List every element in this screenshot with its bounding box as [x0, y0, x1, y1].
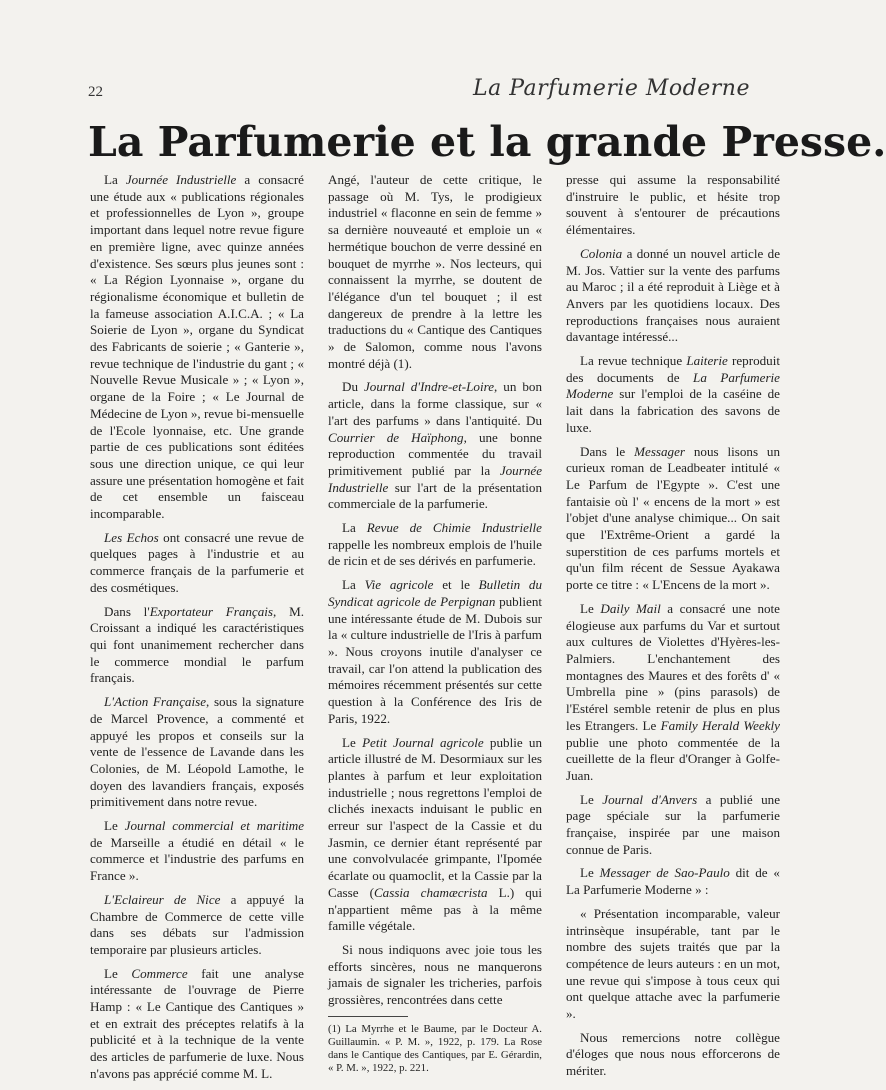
- article-paragraph: Nous remercions notre collègue d'éloges que nous nous efforcerons de mériter.: [566, 1029, 780, 1079]
- article-paragraph: Le Journal d'Anvers a publié une page spéciale sur la parfumerie française, inspirée par une maison connue de Paris.: [566, 791, 781, 857]
- article-paragraph: La revue technique Laiterie reproduit des documents de La Parfumerie Moderne sur l'emploi de la caséine de lait dans la fabrication des savons de luxe.: [566, 353, 780, 435]
- article-paragraph: Le Commerce fait une analyse intéressante de l'ouvrage de Pierre Hamp : « Le Cantique des Cantiques » et en extrait des préceptes relatifs à la publicité et à la technique de la vente des articles de parfumerie de luxe. Nous n'avons pas apprécié comme M. L.: [90, 965, 304, 1081]
- article-paragraph: L'Action Française, sous la signature de Marcel Provence, a commenté et appuyé les propos et conseils sur la vente de l'essence de Lavande dans les Colonies, de M. Léopold Lamothe, le doyen des lavandiers français, exposés primitivement dans notre revue.: [90, 694, 304, 810]
- article-paragraph: « Présentation incomparable, valeur intrinsèque insupérable, tant par le nombre des sujets traités que par la compétence de leurs auteurs : en un mot, une revue qui s'impose à tous ceux qui ont quelque attache avec la parfumerie ».: [566, 905, 780, 1022]
- text-column-1: [90, 172, 304, 1090]
- article-paragraph: L'Eclaireur de Nice a appuyé la Chambre de Commerce de cette ville dans ses débats sur l'admission temporaire par plusieurs articles.: [90, 891, 304, 957]
- article-paragraph: Colonia a donné un nouvel article de M. Jos. Vattier sur la vente des parfums au Maroc ; il a été reproduit à Liège et à Anvers par les quotidiens locaux. Des reproductions françaises nous auraient davantage intéressé...: [566, 245, 780, 345]
- article-paragraph: Angé, l'auteur de cette critique, le passage où M. Tys, le prodigieux industriel « flaconne en sein de femme » sa dernière nouveauté et emploie un « hermétique bouchon de verre dessiné en bouquet de myrrhe ». Nos lecteurs, qui connaissent la myrrhe, se doutent de l'élégance d'un tel bouquet ; il est dangereux de prendre à la lettre les traductions du « Cantique des Cantiques » de Salomon, comme nous l'avons montré déjà (1).: [328, 172, 542, 371]
- article-paragraph: Le Petit Journal agricole publie un article illustré de M. Desormiaux sur les plantes à parfum et leur exploitation industrielle ; nous regrettons l'emploi de clichés inexacts induisant le public en erreur sur l'aspect de la Cassie et du Jasmin, ce dernier étant représenté par une convolvulacée grimpante, l'Ipomée écarlate ou quamoclit, et la Cassie par la Casse (Cassia chamæcrista L.) qui n'appartient même pas à la même famille végétale.: [328, 734, 542, 934]
- article-paragraph: presse qui assume la responsabilité d'instruire le public, et hésite trop souvent à s'entourer de précautions élémentaires.: [566, 172, 780, 238]
- footnote-divider: [328, 1016, 408, 1017]
- article-paragraph: La Journée Industrielle a consacré une étude aux « publications régionales et professionnelles de Lyon », groupe important dans lequel notre revue figure en première ligne, avec quinze années d'existence. Ses sœurs plus jeunes sont : « La Région Lyonnaise », organe du régionalisme économique et bulletin de la fameuse association A.I.C.A. ; « La Soierie de Lyon », organe du Syndicat des Fabricants de soierie ; « Ganterie », revue technique de l'industrie du gant ; « Nouvelle Revue Musicale » ; « Lyon », organe de la Foire ; « Le Journal de Médecine de Lyon », revue bi-mensuelle de l'Ecole lyonnaise, etc. Une grande partie de ces publications sont éditées sous une direction unique, ce qui leur assure une présentation homogène et fait de cet ensemble un faisceau incomparable.: [90, 172, 304, 522]
- article-paragraph: Les Echos ont consacré une revue de quelques pages à l'industrie et au commerce français de la parfumerie et des cosmétiques.: [90, 529, 304, 595]
- article-paragraph: La Revue de Chimie Industrielle rappelle les nombreux emplois de l'huile de ricin et de ses dérivés en parfumerie.: [328, 520, 542, 569]
- article-paragraph: Le Journal commercial et maritime de Marseille a étudié en détail « le commerce et l'industrie des parfums en France ».: [90, 818, 305, 884]
- article-paragraph: La Vie agricole et le Bulletin du Syndicat agricole de Perpignan publient une intéressante étude de M. Dubois sur la « culture industrielle de l'Iris à parfum ». Nous croyons inutile d'analyser ce travail, car l'on attend la publication des mémoires récemment présentés sur cette question à la Conférence des Iris de Paris, 1922.: [328, 577, 542, 726]
- article-paragraph: Dans le Messager nous lisons un curieux roman de Leadbeater intitulé « Le Parfum de l'Egypte ». C'est une fantaisie où l' « encens de la mort » est l'objet d'une analyse chimique... On sait que l'Extrême-Orient a gardé la superstition de ces parfums mortels et qu'un film récent de Sessue Ayakawa porte ce titre : « L'Encens de la mort ».: [566, 443, 780, 593]
- page-title: La Parfumerie et la grande Presse.: [88, 118, 886, 166]
- article-paragraph: Dans l'Exportateur Français, M. Croissant a indiqué les caractéristiques qui font unanimement rechercher dans le commerce mondial le parfum français.: [90, 603, 304, 686]
- article-paragraph: Du Journal d'Indre-et-Loire, un bon article, dans la forme classique, sur « l'art des parfums » dans l'antiquité. Du Courrier de Haïphong, une bonne reproduction commentée du travail primitivement publié par la Journée Industrielle sur l'art de la présentation commerciale de la parfumerie.: [328, 379, 542, 512]
- article-paragraph: Le Messager de Sao-Paulo dit de « La Parfumerie Moderne » :: [566, 865, 780, 898]
- article-paragraph: Le Daily Mail a consacré une note élogieuse aux parfums du Var et surtout aux cultures de Violettes d'Hyères-les-Palmiers. L'enchantement des montagnes des Maures et des forêts d' « Umbrella pine » (pins parasols) de l'Estérel semble retenir de plus en plus les Etrangers. Le Family Herald Weekly publie une photo commentée de la cueillette de la fleur d'Oranger à Golfe-Juan.: [566, 600, 780, 783]
- footnote: (1) La Myrrhe et le Baume, par le Docteur A. Guillaumin. « P. M. », 1922, p. 179. La Rose dans le Cantique des Cantiques, par E. Gérardin, « P. M. », 1922, p. 221.: [328, 1022, 542, 1074]
- running-head: La Parfumerie Moderne: [472, 76, 750, 101]
- text-column-2: [328, 172, 542, 1082]
- article-paragraph: Si nous indiquons avec joie tous les efforts sincères, nous ne manquerons jamais de signaler les tricheries, parfois grossières, rencontrées dans cette: [328, 941, 542, 1008]
- page-number: 22: [88, 84, 103, 100]
- text-column-3: [566, 172, 780, 1087]
